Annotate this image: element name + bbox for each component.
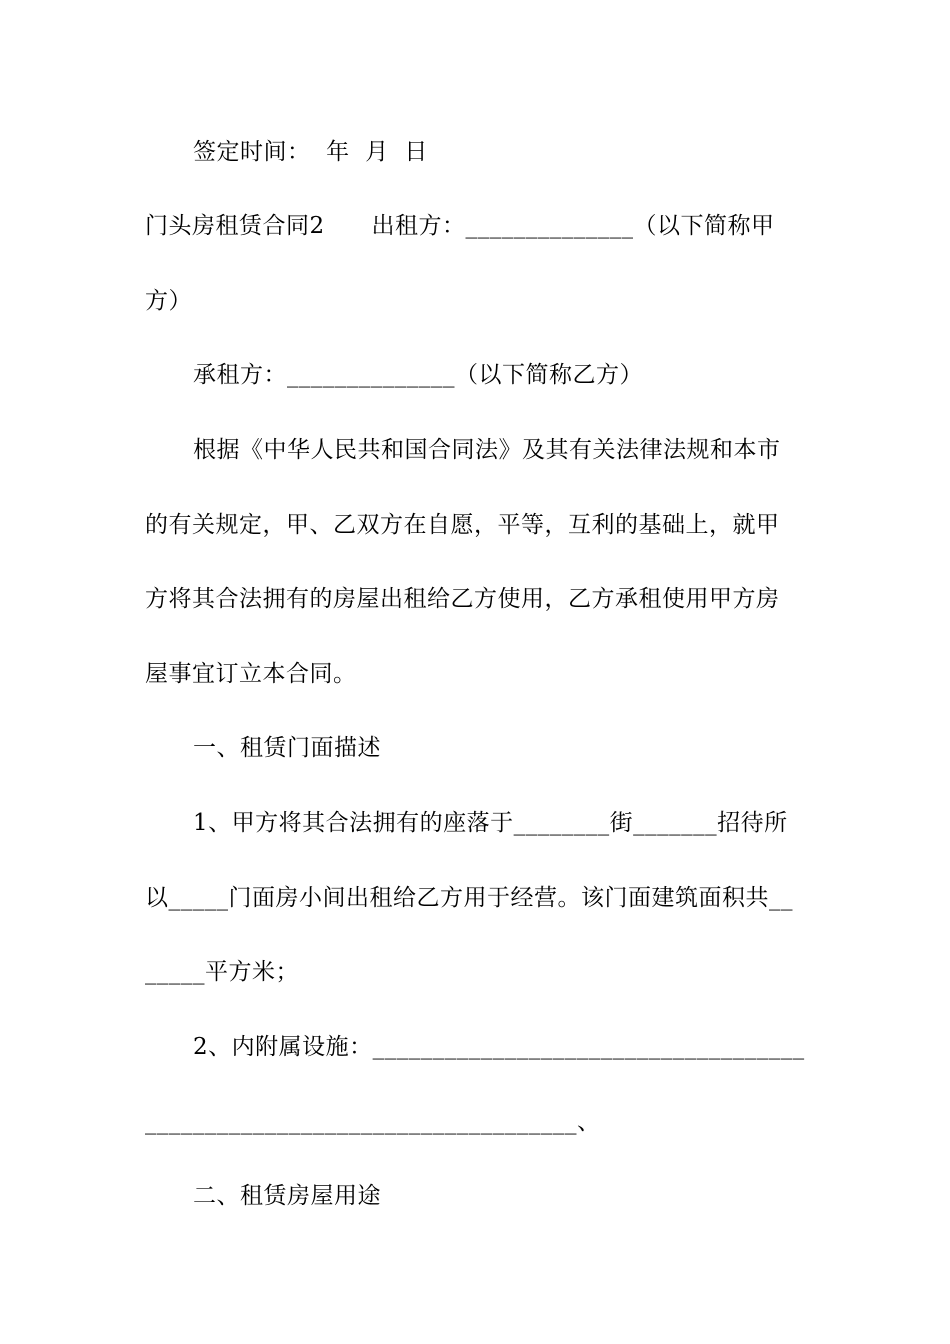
signing-date-line: 签定时间： 年 月 日 — [193, 139, 428, 165]
contract-title-lessor-line: 门头房租赁合同2 出租方：______________（以下简称甲 — [145, 213, 775, 239]
preamble-line-2: 的有关规定，甲、乙双方在自愿，平等，互利的基础上，就甲 — [145, 512, 780, 538]
preamble-line-1: 根据《中华人民共和国合同法》及其有关法律法规和本市 — [193, 437, 781, 463]
clause-1-line-1: 1、甲方将其合法拥有的座落于________街_______招待所 — [193, 810, 788, 836]
section-heading-2: 二、租赁房屋用途 — [193, 1183, 381, 1209]
section-heading-1: 一、租赁门面描述 — [193, 735, 381, 761]
lessee-line: 承租方：______________（以下简称乙方） — [193, 362, 643, 388]
preamble-line-4: 屋事宜订立本合同。 — [145, 661, 357, 687]
clause-2-line-1: 2、内附属设施：____________________________________ — [193, 1034, 805, 1060]
preamble-line-3: 方将其合法拥有的房屋出租给乙方使用，乙方承租使用甲方房 — [145, 586, 780, 612]
clause-1-line-2: 以_____门面房小间出租给乙方用于经营。该门面建筑面积共__ — [145, 885, 793, 911]
lessor-line-continuation: 方） — [145, 288, 192, 314]
clause-1-line-3: _____平方米； — [145, 959, 299, 985]
clause-2-line-2: ____________________________________、 — [145, 1109, 601, 1135]
